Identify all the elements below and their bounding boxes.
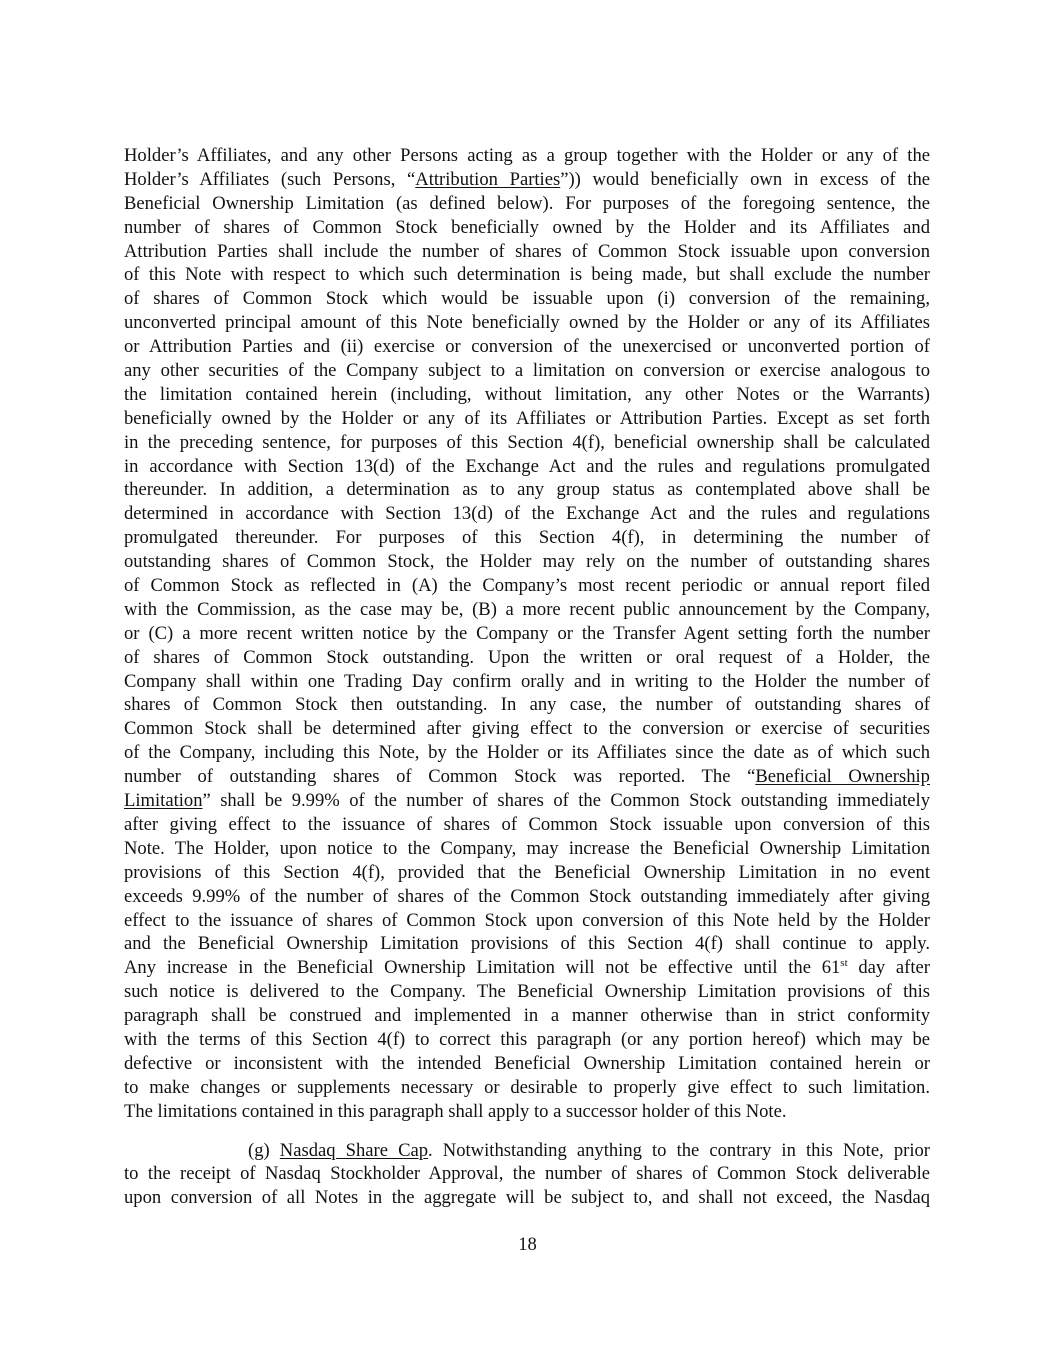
paragraph-f-line: effect to the issuance of shares of Common Stock upon conversion of this Note held by the Holder	[124, 909, 930, 931]
paragraph-f-line: of Common Stock as reflected in (A) the Company’s most recent periodic or annual report filed	[124, 575, 930, 597]
paragraph-f-line: unconverted principal amount of this Note beneficially owned by the Holder or any of its Affiliates	[124, 312, 930, 334]
paragraph-f-line: to make changes or supplements necessary or desirable to properly give effect to such limitation.	[124, 1076, 930, 1098]
paragraph-g-first-line-text: . Notwithstanding anything to the contrary in this Note, prior	[428, 1139, 930, 1161]
paragraph-f-line: beneficially owned by the Holder or any of its Affiliates or Attribution Parties. Except as set forth	[124, 407, 930, 429]
line-text: Holder’s Affiliates (such Persons, “	[124, 168, 416, 190]
paragraph-f-line: with the Commission, as the case may be, (B) a more recent public announcement by the Company,	[124, 598, 930, 620]
paragraph-f-line: with the terms of this Section 4(f) to correct this paragraph (or any portion hereof) which may be	[124, 1028, 930, 1050]
paragraph-f-line: of shares of Common Stock outstanding. Upon the written or oral request of a Holder, the	[124, 646, 930, 668]
paragraph-f-line: provisions of this Section 4(f), provided that the Beneficial Ownership Limitation in no event	[124, 861, 930, 883]
paragraph-f-line: after giving effect to the issuance of shares of Common Stock issuable upon conversion of this	[124, 813, 930, 835]
paragraph-f-line: shares of Common Stock then outstanding. In any case, the number of outstanding shares of	[124, 694, 930, 716]
paragraph-g-label: (g)	[248, 1139, 270, 1161]
paragraph-f-line: Company shall within one Trading Day confirm orally and in writing to the Holder the number of	[124, 670, 930, 692]
paragraph-gap	[124, 1124, 930, 1139]
paragraph-f-line: promulgated thereunder. For purposes of this Section 4(f), in determining the number of	[124, 527, 930, 549]
paragraph-f-line	[124, 956, 930, 980]
paragraph-f-line: number of shares of Common Stock beneficially owned by the Holder and its Affiliates and	[124, 216, 930, 238]
line-text: ”)) would beneficially own in excess of the	[560, 168, 930, 190]
defined-term: Beneficial Ownership	[755, 766, 930, 788]
paragraph-f-line: of this Note with respect to which such determination is being made, but shall exclude the number	[124, 264, 930, 286]
paragraph-f-line	[124, 765, 930, 789]
paragraph-f-line: Beneficial Ownership Limitation (as defined below). For purposes of the foregoing sentence, the	[124, 192, 930, 214]
line-text: Any increase in the Beneficial Ownership Limitation will not be effective until the 61	[124, 957, 841, 979]
paragraph-f-line: Common Stock shall be determined after giving effect to the conversion or exercise of securities	[124, 718, 930, 740]
paragraph-f-line: in accordance with Section 13(d) of the Exchange Act and the rules and regulations promulgated	[124, 455, 930, 477]
paragraph-f-line: outstanding shares of Common Stock, the Holder may rely on the number of outstanding shares	[124, 551, 930, 573]
paragraph-section-4f	[124, 144, 930, 1124]
paragraph-f-line: such notice is delivered to the Company. The Beneficial Ownership Limitation provisions of this	[124, 981, 930, 1003]
paragraph-f-line: The limitations contained in this paragraph shall apply to a successor holder of this Note.	[124, 1100, 787, 1122]
paragraph-f-line: any other securities of the Company subject to a limitation on conversion or exercise analogous to	[124, 360, 930, 382]
paragraph-f-line: in the preceding sentence, for purposes of this Section 4(f), beneficial ownership shall be calculated	[124, 431, 930, 453]
paragraph-f-line: thereunder. In addition, a determination as to any group status as contemplated above shall be	[124, 479, 930, 501]
paragraph-g-line: upon conversion of all Notes in the aggregate will be subject to, and shall not exceed, the Nasdaq	[124, 1187, 930, 1209]
paragraph-f-line: or (C) a more recent written notice by the Company or the Transfer Agent setting forth the number	[124, 622, 930, 644]
defined-term: Limitation	[124, 790, 203, 812]
paragraph-f-line: exceeds 9.99% of the number of shares of the Common Stock outstanding immediately after giving	[124, 885, 930, 907]
paragraph-f-line	[124, 789, 930, 813]
paragraph-f-line: or Attribution Parties and (ii) exercise or conversion of the unexercised or unconverted portion of	[124, 336, 930, 358]
paragraph-f-line: Note. The Holder, upon notice to the Company, may increase the Beneficial Ownership Limitation	[124, 837, 930, 859]
line-text: day after	[847, 957, 930, 979]
line-text: ” shall be 9.99% of the number of shares of the Common Stock outstanding immediately	[202, 790, 930, 812]
paragraph-f-line: paragraph shall be construed and implemented in a manner otherwise than in strict conformity	[124, 1005, 930, 1027]
paragraph-section-4g	[124, 1139, 930, 1211]
paragraph-f-line: of shares of Common Stock which would be issuable upon (i) conversion of the remaining,	[124, 288, 930, 310]
paragraph-f-line: and the Beneficial Ownership Limitation provisions of this Section 4(f) shall continue to apply.	[124, 933, 930, 955]
paragraph-f-line: determined in accordance with Section 13(d) of the Exchange Act and the rules and regulations	[124, 503, 930, 525]
paragraph-f-line: of the Company, including this Note, by the Holder or its Affiliates since the date as of which such	[124, 742, 930, 764]
ordinal-superscript: st	[840, 957, 848, 970]
paragraph-f-line	[124, 168, 930, 192]
document-page	[124, 144, 930, 1210]
page-number: 18	[518, 1234, 537, 1255]
paragraph-g-first-line	[124, 1139, 930, 1163]
paragraph-f-line: the limitation contained herein (including, without limitation, any other Notes or the Warrants)	[124, 383, 930, 405]
defined-term: Attribution Parties	[415, 168, 561, 190]
line-text: number of outstanding shares of Common Stock was reported. The “	[124, 766, 756, 788]
paragraph-f-line: defective or inconsistent with the intended Beneficial Ownership Limitation contained herein or	[124, 1052, 930, 1074]
paragraph-g-line: to the receipt of Nasdaq Stockholder Approval, the number of shares of Common Stock deliverable	[124, 1163, 930, 1185]
nasdaq-share-cap-heading: Nasdaq Share Cap	[279, 1139, 429, 1161]
paragraph-f-line: Holder’s Affiliates, and any other Persons acting as a group together with the Holder or any of the	[124, 145, 930, 166]
paragraph-f-line: Attribution Parties shall include the number of shares of Common Stock issuable upon conversion	[124, 240, 930, 262]
